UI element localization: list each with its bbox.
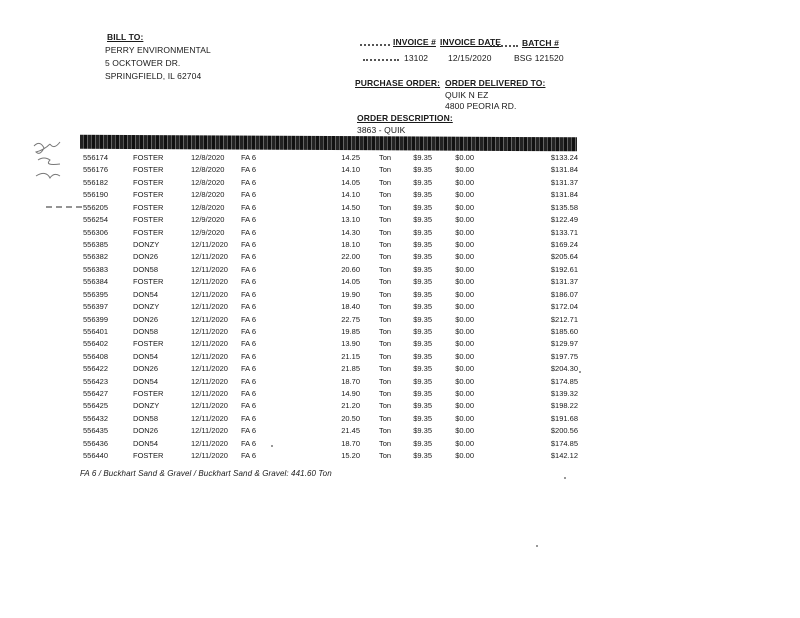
ticket-date: 12/11/2020	[191, 389, 228, 398]
unit: Ton	[379, 252, 392, 262]
unit-rate: $9.35	[413, 364, 432, 374]
ticket-date: 12/11/2020	[191, 289, 228, 299]
line-amount: $142.12	[550, 451, 578, 461]
table-row	[0, 352, 800, 364]
unit: Ton	[379, 339, 392, 349]
quantity: 20.60	[341, 264, 360, 274]
unit: Ton	[379, 351, 392, 361]
line-amount: $192.61	[550, 264, 578, 274]
ticket-number: 556399	[83, 314, 109, 324]
ticket-number: 556190	[83, 190, 109, 200]
ticket-number: 556176	[83, 165, 109, 175]
unit-rate: $9.35	[413, 376, 432, 386]
line-amount: $212.71	[550, 314, 578, 324]
ticket-date: 12/11/2020	[191, 326, 228, 336]
unit: Ton	[379, 190, 392, 200]
quantity: 22.00	[341, 252, 360, 262]
ticket-number: 556174	[83, 153, 109, 162]
unit: Ton	[379, 389, 392, 398]
driver-name: FOSTER	[133, 339, 164, 349]
unit-rate: $9.35	[413, 351, 432, 361]
fee: $0.00	[455, 252, 474, 262]
quantity: 13.90	[341, 339, 360, 349]
driver-name: FOSTER	[133, 202, 164, 212]
quantity: 14.50	[341, 202, 360, 212]
quantity: 14.30	[341, 227, 360, 237]
unit: Ton	[379, 326, 392, 336]
quantity: 18.70	[341, 376, 360, 386]
unit: Ton	[379, 239, 392, 249]
scan-speck	[271, 445, 273, 447]
unit-rate: $9.35	[413, 438, 432, 448]
fee: $0.00	[455, 413, 474, 423]
driver-name: FOSTER	[133, 190, 164, 200]
quantity: 14.10	[341, 165, 360, 175]
ticket-number: 556422	[83, 364, 109, 374]
quantity: 20.50	[341, 413, 360, 423]
ticket-date: 12/11/2020	[191, 426, 228, 436]
table-row	[0, 339, 800, 351]
ticket-number: 556401	[83, 326, 109, 336]
ticket-date: 12/8/2020	[191, 202, 225, 212]
table-row	[0, 178, 800, 190]
ticket-date: 12/11/2020	[191, 451, 228, 461]
ticket-number: 556432	[83, 413, 109, 423]
fee: $0.00	[455, 314, 474, 324]
quantity: 15.20	[341, 451, 360, 461]
table-row	[0, 401, 800, 413]
line-amount: $185.60	[550, 326, 578, 336]
unit-rate: $9.35	[413, 227, 432, 237]
line-amount: $133.71	[550, 227, 578, 237]
fee: $0.00	[455, 389, 474, 398]
ticket-number: 556382	[83, 252, 109, 262]
fee: $0.00	[455, 401, 474, 411]
table-row	[0, 315, 800, 327]
unit-rate: $9.35	[413, 190, 432, 200]
line-amount: $200.56	[550, 426, 578, 436]
product-code: FA 6	[241, 314, 257, 324]
unit-rate: $9.35	[413, 326, 432, 336]
unit-rate: $9.35	[413, 165, 432, 175]
ticket-date: 12/11/2020	[191, 376, 228, 386]
table-row	[0, 389, 800, 401]
table-row	[0, 252, 800, 264]
fee: $0.00	[455, 364, 474, 374]
product-code: FA 6	[241, 252, 257, 262]
bill-to-title: BILL TO:	[107, 32, 144, 42]
ticket-date: 12/8/2020	[191, 153, 225, 162]
line-amount: $172.04	[550, 302, 578, 311]
product-code: FA 6	[241, 202, 257, 212]
order-description: 3863 - QUIK	[357, 125, 406, 135]
unit-rate: $9.35	[413, 153, 432, 162]
unit: Ton	[379, 302, 392, 311]
unit: Ton	[379, 413, 392, 423]
driver-name: DON26	[133, 252, 159, 262]
ticket-date: 12/11/2020	[191, 364, 228, 374]
line-amount: $139.32	[550, 389, 578, 398]
unit: Ton	[379, 165, 392, 175]
unit-rate: $9.35	[413, 389, 432, 398]
line-amount: $131.84	[550, 190, 578, 200]
product-code: FA 6	[241, 177, 257, 187]
product-code: FA 6	[241, 401, 257, 411]
ticket-number: 556435	[83, 426, 109, 436]
unit: Ton	[379, 314, 392, 324]
ticket-date: 12/11/2020	[191, 239, 228, 249]
product-code: FA 6	[241, 351, 257, 361]
unit: Ton	[379, 215, 392, 225]
fee: $0.00	[455, 438, 474, 448]
ticket-date: 12/11/2020	[191, 351, 228, 361]
fee: $0.00	[455, 351, 474, 361]
fee: $0.00	[455, 326, 474, 336]
table-row	[0, 190, 800, 202]
ticket-number: 556425	[83, 401, 109, 411]
summary-line: FA 6 / Buckhart Sand & Gravel / Buckhart Sand & Gravel: 441.60 Ton	[80, 469, 332, 478]
table-row	[0, 165, 800, 177]
fee: $0.00	[455, 239, 474, 249]
quantity: 19.90	[341, 289, 360, 299]
quantity: 18.10	[341, 239, 360, 249]
fee: $0.00	[455, 426, 474, 436]
driver-name: FOSTER	[133, 277, 164, 287]
fee: $0.00	[455, 289, 474, 299]
invoice-date: 12/15/2020	[448, 53, 492, 63]
product-code: FA 6	[241, 364, 257, 374]
product-code: FA 6	[241, 289, 257, 299]
line-amount: $169.24	[550, 239, 578, 249]
batch-number: BSG 121520	[514, 53, 564, 63]
unit-rate: $9.35	[413, 264, 432, 274]
unit-rate: $9.35	[413, 401, 432, 411]
quantity: 22.75	[341, 314, 360, 324]
quantity: 21.15	[341, 351, 360, 361]
fee: $0.00	[455, 376, 474, 386]
ticket-number: 556402	[83, 339, 109, 349]
product-code: FA 6	[241, 413, 257, 423]
product-code: FA 6	[241, 165, 257, 175]
unit-rate: $9.35	[413, 413, 432, 423]
fee: $0.00	[455, 215, 474, 225]
fee: $0.00	[455, 190, 474, 200]
driver-name: DON26	[133, 426, 159, 436]
ticket-number: 556427	[83, 389, 109, 398]
table-row	[0, 426, 800, 438]
ticket-number: 556440	[83, 451, 109, 461]
fee: $0.00	[455, 302, 474, 311]
ticket-date: 12/9/2020	[191, 215, 225, 225]
fee: $0.00	[455, 227, 474, 237]
quantity: 14.25	[341, 153, 360, 162]
driver-name: DON58	[133, 264, 159, 274]
quantity: 21.45	[341, 426, 360, 436]
invoice-date-label: INVOICE DATE	[440, 37, 502, 47]
driver-name: DON54	[133, 438, 159, 448]
unit-rate: $9.35	[413, 302, 432, 311]
driver-name: FOSTER	[133, 153, 164, 162]
ticket-date: 12/11/2020	[191, 252, 228, 262]
table-row	[0, 302, 800, 314]
product-code: FA 6	[241, 153, 257, 162]
batch-label: BATCH #	[522, 38, 559, 48]
fee: $0.00	[455, 165, 474, 175]
line-amount: $186.07	[550, 289, 578, 299]
product-code: FA 6	[241, 339, 257, 349]
line-amount: $191.68	[550, 413, 578, 423]
unit: Ton	[379, 227, 392, 237]
product-code: FA 6	[241, 227, 257, 237]
table-row	[0, 451, 800, 463]
line-amount: $174.85	[550, 438, 578, 448]
ticket-number: 556395	[83, 289, 109, 299]
ticket-number: 556306	[83, 227, 109, 237]
driver-name: DONZY	[133, 302, 160, 311]
driver-name: FOSTER	[133, 215, 164, 225]
unit-rate: $9.35	[413, 215, 432, 225]
driver-name: DON54	[133, 289, 159, 299]
unit: Ton	[379, 364, 392, 374]
quantity: 21.20	[341, 401, 360, 411]
order-delivered-to-label: ORDER DELIVERED TO:	[445, 78, 546, 88]
unit-rate: $9.35	[413, 451, 432, 461]
ticket-date: 12/8/2020	[191, 177, 225, 187]
unit: Ton	[379, 438, 392, 448]
quantity: 19.85	[341, 326, 360, 336]
unit: Ton	[379, 153, 392, 162]
product-code: FA 6	[241, 277, 257, 287]
table-row	[0, 327, 800, 339]
fee: $0.00	[455, 264, 474, 274]
table-row	[0, 377, 800, 389]
scan-speck	[564, 477, 566, 479]
fee: $0.00	[455, 153, 474, 162]
product-code: FA 6	[241, 215, 257, 225]
ticket-number: 556436	[83, 438, 109, 448]
table-row	[0, 240, 800, 252]
line-amount: $174.85	[550, 376, 578, 386]
unit: Ton	[379, 177, 392, 187]
driver-name: DON54	[133, 376, 159, 386]
line-amount: $122.49	[550, 215, 578, 225]
invoice-number-label: INVOICE #	[393, 37, 436, 47]
table-row	[0, 265, 800, 277]
line-amount: $131.84	[550, 165, 578, 175]
line-amount: $205.64	[550, 252, 578, 262]
quantity: 14.90	[341, 389, 360, 398]
ticket-number: 556205	[83, 202, 109, 212]
product-code: FA 6	[241, 451, 257, 461]
ticket-number: 556385	[83, 239, 109, 249]
product-code: FA 6	[241, 376, 257, 386]
fee: $0.00	[455, 451, 474, 461]
table-row	[0, 215, 800, 227]
ticket-number: 556383	[83, 264, 109, 274]
order-description-label: ORDER DESCRIPTION:	[357, 113, 453, 123]
driver-name: FOSTER	[133, 177, 164, 187]
unit-rate: $9.35	[413, 339, 432, 349]
driver-name: DONZY	[133, 401, 160, 411]
driver-name: DON54	[133, 351, 159, 361]
table-row	[0, 439, 800, 451]
driver-name: FOSTER	[133, 451, 164, 461]
driver-name: DONZY	[133, 239, 160, 249]
driver-name: FOSTER	[133, 227, 164, 237]
table-row	[0, 228, 800, 240]
line-amount: $129.97	[550, 339, 578, 349]
product-code: FA 6	[241, 239, 257, 249]
ticket-date: 12/11/2020	[191, 314, 228, 324]
purchase-order-label: PURCHASE ORDER:	[355, 78, 441, 88]
fee: $0.00	[455, 202, 474, 212]
quantity: 18.40	[341, 302, 360, 311]
table-row	[0, 153, 800, 165]
line-amount: $197.75	[550, 351, 578, 361]
product-code: FA 6	[241, 426, 257, 436]
line-amount: $133.24	[550, 153, 578, 162]
fee: $0.00	[455, 177, 474, 187]
ticket-date: 12/11/2020	[191, 302, 228, 311]
quantity: 21.85	[341, 364, 360, 374]
unit: Ton	[379, 202, 392, 212]
product-code: FA 6	[241, 264, 257, 274]
ticket-number: 556423	[83, 376, 109, 386]
quantity: 14.10	[341, 190, 360, 200]
delivery-line: 4800 PEORIA RD.	[445, 101, 517, 111]
ticket-date: 12/11/2020	[191, 277, 228, 287]
quantity: 14.05	[341, 277, 360, 287]
bill-to-line: PERRY ENVIRONMENTAL	[105, 45, 211, 55]
driver-name: FOSTER	[133, 165, 164, 175]
delivery-line: QUIK N EZ	[445, 90, 489, 100]
unit-rate: $9.35	[413, 277, 432, 287]
product-code: FA 6	[241, 190, 257, 200]
unit-rate: $9.35	[413, 177, 432, 187]
quantity: 18.70	[341, 438, 360, 448]
product-code: FA 6	[241, 438, 257, 448]
ticket-number: 556254	[83, 215, 109, 225]
quantity: 14.05	[341, 177, 360, 187]
unit: Ton	[379, 277, 392, 287]
bill-to-line: SPRINGFIELD, IL 62704	[105, 71, 202, 81]
unit-rate: $9.35	[413, 426, 432, 436]
unit-rate: $9.35	[413, 239, 432, 249]
ticket-number: 556397	[83, 302, 109, 311]
line-amount: $135.58	[550, 202, 578, 212]
ticket-date: 12/11/2020	[191, 264, 228, 274]
ticket-date: 12/11/2020	[191, 401, 228, 411]
unit: Ton	[379, 289, 392, 299]
driver-name: DON26	[133, 314, 159, 324]
ticket-date: 12/9/2020	[191, 227, 225, 237]
table-row	[0, 203, 800, 215]
line-amount: $204.30	[550, 364, 578, 374]
ticket-number: 556182	[83, 177, 109, 187]
scan-speck	[536, 545, 538, 547]
driver-name: DON58	[133, 413, 159, 423]
ticket-number: 556384	[83, 277, 109, 287]
scan-speck	[579, 371, 581, 373]
product-code: FA 6	[241, 302, 257, 311]
ticket-date: 12/11/2020	[191, 339, 228, 349]
ticket-date: 12/11/2020	[191, 413, 228, 423]
line-amount: $198.22	[550, 401, 578, 411]
product-code: FA 6	[241, 326, 257, 336]
unit-rate: $9.35	[413, 202, 432, 212]
unit: Ton	[379, 426, 392, 436]
unit: Ton	[379, 264, 392, 274]
driver-name: FOSTER	[133, 389, 164, 398]
ticket-date: 12/8/2020	[191, 165, 225, 175]
table-row	[0, 364, 800, 376]
line-amount: $131.37	[550, 277, 578, 287]
quantity: 13.10	[341, 215, 360, 225]
fee: $0.00	[455, 339, 474, 349]
unit-rate: $9.35	[413, 289, 432, 299]
ticket-date: 12/11/2020	[191, 438, 228, 448]
table-row	[0, 277, 800, 289]
product-code: FA 6	[241, 389, 257, 398]
table-row	[0, 414, 800, 426]
driver-name: DON26	[133, 364, 159, 374]
ticket-date: 12/8/2020	[191, 190, 225, 200]
bill-to-line: 5 OCKTOWER DR.	[105, 58, 181, 68]
unit: Ton	[379, 451, 392, 461]
invoice-number: 13102	[404, 53, 429, 63]
unit-rate: $9.35	[413, 252, 432, 262]
unit-rate: $9.35	[413, 314, 432, 324]
driver-name: DON58	[133, 326, 159, 336]
unit: Ton	[379, 401, 392, 411]
line-amount: $131.37	[550, 177, 578, 187]
table-row	[0, 290, 800, 302]
unit: Ton	[379, 376, 392, 386]
ticket-number: 556408	[83, 351, 109, 361]
fee: $0.00	[455, 277, 474, 287]
